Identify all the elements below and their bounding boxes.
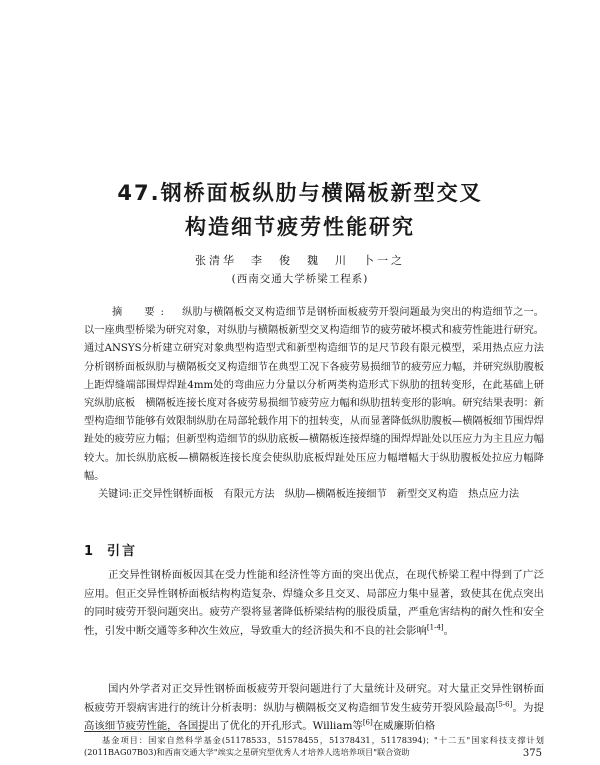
author-affiliation: (西南交通大学桥梁工程系) xyxy=(231,273,369,285)
author-list: 张清华 李 俊 魏 川 卜一之 xyxy=(195,254,405,267)
body-paragraph-1 xyxy=(84,566,544,640)
page-number: 375 xyxy=(522,748,542,759)
paragraph-text: 在威廉斯伯格 xyxy=(372,720,436,733)
section-title: 引言 xyxy=(107,544,138,559)
funding-footnote: 基金项目：国家自然科学基金(51178533，51578455，51378431，51178394)；"十二五"国家科技支撑计划(2011BAG07B03)和西南交通大学"竢实之星研究型优秀人才培养人选培养项目"联合资助 xyxy=(84,735,544,757)
paragraph-end: 。 xyxy=(443,624,455,637)
section-heading xyxy=(84,540,137,559)
section-number: 1 xyxy=(84,544,96,559)
keywords xyxy=(84,486,544,504)
citation-ref: [6] xyxy=(362,718,373,727)
paragraph-text: 国内外学者对正交异性钢桥面板疲劳开裂问题进行了大量统计及研究。对大量正交异性钢桥面板疲劳开裂病害进行的统计分析表明：纵肋与横隔板交叉构造细节发生疲劳开裂风险最高 xyxy=(84,683,544,714)
paragraph-text: 正交异性钢桥面板因其在受力性能和经济性等方面的突出优点，在现代桥梁工程中得到了广泛应用。但正交异性钢桥面板结构构造复杂、焊缝众多且交叉、局部应力集中显著，致使其在优点突出的同时疲劳开裂问题突出。疲劳产裂将显著降低桥梁结构的服役质量，严重危害结构的耐久性和安全性，引发中断交通等多种次生效应，导致重大的经济损失和不良的社会影响 xyxy=(84,569,544,637)
paper-title-line-2: 构造细节疲劳性能研究 xyxy=(185,215,415,239)
paper-title-line-1: 47.钢桥面板纵肋与横隔板新型交叉 xyxy=(117,181,483,205)
abstract-label: 摘 要: xyxy=(112,307,170,318)
citation-ref: [1-4] xyxy=(426,623,444,632)
footnote-divider xyxy=(84,731,204,732)
body-paragraph-2 xyxy=(84,680,544,736)
keywords-text: 正交异性钢桥面板 有限元方法 纵肋—横隔板连接细节 新型交叉构造 热点应力法 xyxy=(132,489,520,500)
abstract xyxy=(84,304,544,486)
paragraph-text: 。为提高该细节疲劳性能，各国提出了优化的开孔形式。William等 xyxy=(84,701,545,733)
abstract-text: 纵肋与横隔板交叉构造细节是钢桥面板疲劳开裂问题最为突出的构造细节之一。以一座典型桥梁为研究对象，对纵肋与横隔板新型交叉构造细节的疲劳破坏模式和疲劳性能进行研究。通过ANSYS分析建立研究对象典型构造型式和新型构造细节的足尺节段有限元模型，采用热点应力法分析钢桥面板纵肋与横隔板交叉构造细节在典型工况下各疲劳易损细节的疲劳应力幅，并研究纵肋腹板上距焊缝端部围焊焊趾4mm处的弯曲应力分量以分析两类构造形式下纵肋的扭转变形，在此基础上研究纵肋底板 横隔板连接长度对各疲劳易损细节疲劳应力幅和纵肋扭转变形的影响。研究结果表明：新型构造细节能够有效限制纵肋在局部轮载作用下的扭转变，从而显著降低纵肋腹板—横隔板细节围焊焊趾处的疲劳应力幅；但新型构造细节的纵肋底板—横隔板连接焊缝的围焊焊趾处以压应力为主且应力幅较大。加长纵肋底板—横隔板连接长度会使纵肋底板焊趾处压应力幅增幅大于纵肋腹板处拉应力幅降幅。 xyxy=(84,307,544,482)
citation-ref: [5-6] xyxy=(495,700,513,709)
keywords-label: 关键词: xyxy=(98,489,132,500)
